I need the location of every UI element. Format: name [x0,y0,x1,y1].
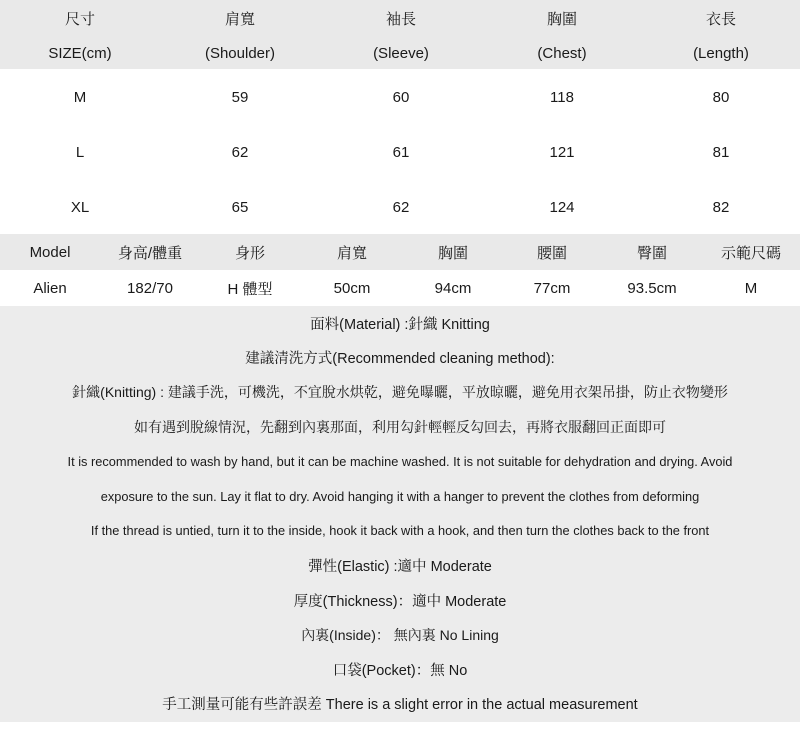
model-table-row [0,270,800,306]
header-length-en: (Length) [693,44,749,62]
header-sleeve-en: (Sleeve) [373,44,429,62]
table-row [0,70,800,125]
thickness-note: 厚度(Thickness)：適中 Moderate [293,593,507,610]
cleaning-method-en-2: exposure to the sun. Lay it flat to dry. Avoid hanging it with a hanger to prevent the clothes from deforming [100,488,700,504]
chest-value: 124 [549,199,575,216]
repair-note-zh: 如有遇到脫線情況，先翻到內裏那面，利用勾針輕輕反勾回去，再將衣服翻回正面即可 [134,419,666,436]
length-value: 80 [712,89,730,106]
shoulder-value: 59 [231,89,249,106]
repair-note-en: If the thread is untied, turn it to the inside, hook it back with a hook, and then turn the clothes back to the front [90,523,710,539]
model-hip: 93.5cm [627,279,677,297]
header-body-type: 身形 [234,244,265,262]
model-body-type: H 體型 [227,280,273,298]
length-value: 81 [712,144,730,161]
model-table-header [0,234,800,270]
header-chest-zh: 胸圍 [546,10,577,28]
cleaning-method-title: 建議清洗方式(Recommended cleaning method): [245,351,555,368]
header-waist: 腰圍 [536,244,567,262]
model-name: Alien [33,279,67,297]
measurement-error-note: 手工測量可能有些許誤差 There is a slight error in the actual measurement [162,697,638,714]
header-sleeve-zh: 袖長 [385,10,416,28]
length-value: 82 [712,199,730,216]
header-height-weight: 身高/體重 [117,244,183,262]
model-waist: 77cm [533,279,571,297]
model-height-weight: 182/70 [127,279,173,297]
cleaning-method-en-1: It is recommended to wash by hand, but it can be machine washed. It is not suitable for dehydration and drying. Avoid [67,454,733,470]
size-label: XL [70,199,90,216]
model-shoulder: 50cm [333,279,371,297]
pocket-note: 口袋(Pocket)：無 No [332,662,468,679]
size-header-zh-row [0,0,800,36]
header-hip: 臀圍 [636,244,667,262]
size-table-header [0,0,800,69]
header-chest: 胸圍 [437,244,468,262]
header-length-zh: 衣長 [705,10,736,28]
sleeve-value: 62 [392,199,410,216]
table-row [0,125,800,180]
product-notes [0,306,800,722]
chest-value: 121 [549,144,575,161]
size-label: L [75,144,85,161]
cleaning-method-zh: 針織(Knitting) : 建議手洗，可機洗，不宜脫水烘乾，避免曝曬，平放晾曬，避免用衣架吊掛，防止衣物變形 [72,384,728,401]
header-shoulder: 肩寬 [336,244,367,262]
header-chest-en: (Chest) [537,44,587,62]
material-note: 面料(Material) :針織 Knitting [310,316,490,333]
shoulder-value: 65 [231,199,249,216]
size-label: M [73,89,87,106]
header-shoulder-en: (Shoulder) [204,44,276,62]
header-model: Model [29,243,71,261]
sleeve-value: 61 [392,144,410,161]
size-header-en-row [0,36,800,70]
sleeve-value: 60 [392,89,410,106]
header-demo-size: 示範尺碼 [720,244,781,262]
header-size-zh: 尺寸 [64,10,95,28]
model-demo-size: M [744,279,758,297]
header-size-en: SIZE(cm) [48,44,112,62]
header-shoulder-zh: 肩寬 [224,10,255,28]
chest-value: 118 [550,89,574,106]
shoulder-value: 62 [231,144,249,161]
model-chest: 94cm [434,279,472,297]
inside-note: 內裏(Inside)： 無內裏 No Lining [301,626,499,643]
elastic-note: 彈性(Elastic) :適中 Moderate [308,558,492,575]
size-table-body [0,69,800,234]
table-row [0,180,800,235]
